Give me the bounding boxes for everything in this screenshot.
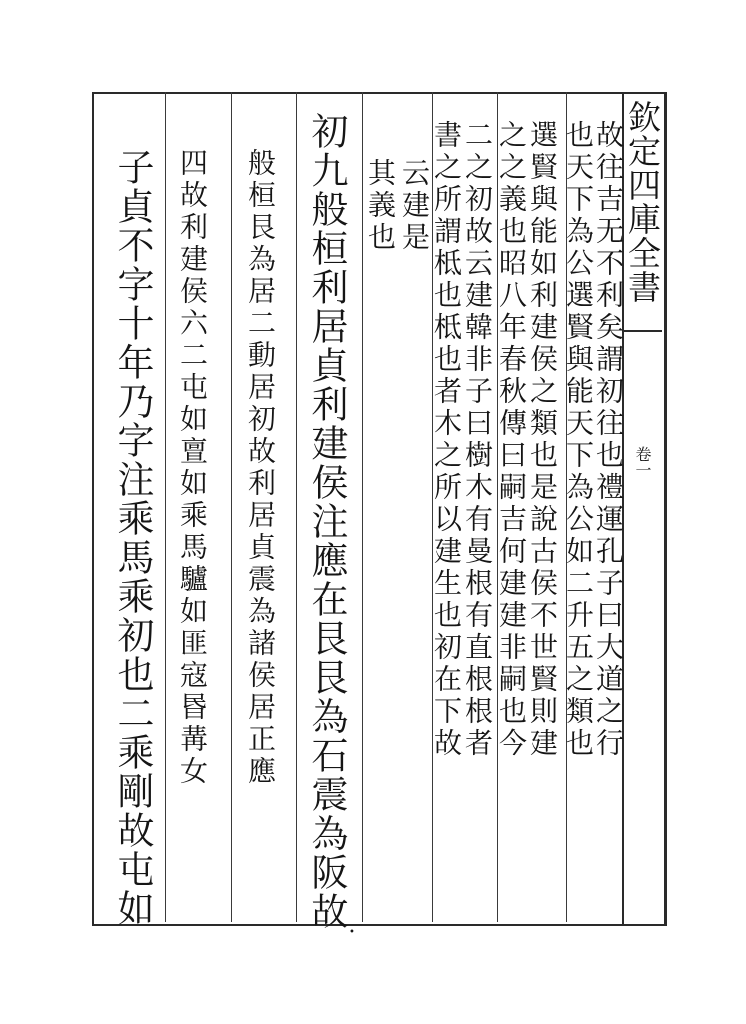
text-column-8: 其義也 <box>364 158 397 254</box>
column-rule <box>231 92 232 922</box>
text-column-12: 子貞不字十年乃字注乘馬乘初也二乘剛故屯如 <box>111 148 154 928</box>
text-column-4: 之之義也昭八年春秋傳曰嗣吉何建建非嗣也今 <box>495 120 528 760</box>
gutter-divider <box>624 330 662 332</box>
text-column-3: 選賢與能如利建侯之類也是說古侯不世賢則建 <box>526 120 559 760</box>
text-column-6: 書之所謂柢也柢也者木之所以建生也初在下故 <box>430 120 463 760</box>
text-column-1: 故往吉无不利矣謂初往也禮運孔子曰大道之行 <box>592 120 625 760</box>
volume-label: 卷一 <box>633 446 652 478</box>
book-title: 欽定四庫全書 <box>623 100 662 304</box>
text-column-11: 四故利建侯六二屯如亶如乘馬驢如匪寇昬冓女 <box>176 148 209 788</box>
column-rule <box>296 92 297 922</box>
text-column-9: 初九般桓利居貞利建侯注應在艮艮為石震為阪故 <box>305 112 348 931</box>
text-column-2: 也天下為公選賢與能天下為公如二升五之類也 <box>562 120 595 760</box>
text-column-5: 二之初故云建韓非子曰樹木有曼根有直根根者 <box>461 120 494 760</box>
page-mark: • <box>349 927 355 938</box>
column-rule <box>362 92 363 922</box>
text-column-10: 般桓艮為居二動居初故利居貞震為諸侯居正應 <box>244 148 277 788</box>
column-rule <box>165 92 166 922</box>
text-column-7: 云建是 <box>398 158 431 254</box>
